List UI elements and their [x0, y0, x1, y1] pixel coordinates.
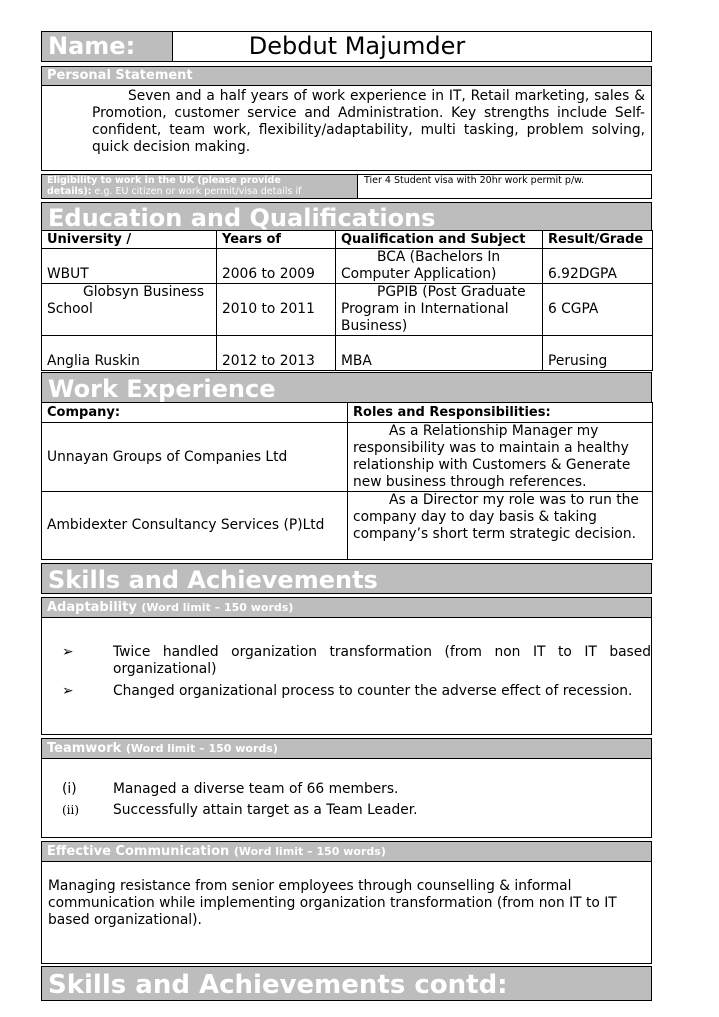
edu-years: 2010 to 2011	[217, 284, 336, 336]
work-table	[41, 402, 653, 560]
list-item	[42, 781, 651, 798]
edu-years: 2006 to 2009	[217, 249, 336, 284]
edu-university: WBUT	[42, 249, 217, 284]
personal-statement-text: Seven and a half years of work experience in IT, Retail marketing, sales & Promotion, customer service and Administration. Key strengths include Self-confident, team work, flexibility/adaptability, multi tasking, problem solving, quick decision making.	[92, 88, 645, 155]
communication-title: Effective Communication	[47, 844, 230, 859]
name-row	[41, 31, 652, 62]
col-qualification: Qualification and Subject	[336, 231, 543, 249]
work-heading: Work Experience	[41, 372, 652, 403]
adaptability-box	[41, 617, 652, 735]
col-roles: Roles and Responsibilities:	[348, 403, 653, 423]
roman-marker: (i)	[62, 781, 77, 797]
edu-university: Globsyn Business School	[42, 284, 217, 336]
list-item	[42, 802, 651, 819]
teamwork-limit: (Word limit – 150 words)	[125, 742, 278, 755]
roman-marker: (ii)	[62, 803, 80, 817]
teamwork-item: Managed a diverse team of 66 members.	[113, 781, 399, 797]
col-university: University /	[42, 231, 217, 249]
teamwork-box	[41, 758, 652, 838]
work-company: Unnayan Groups of Companies Ltd	[42, 423, 348, 492]
edu-university: Anglia Ruskin	[42, 336, 217, 371]
eligibility-value: Tier 4 Student visa with 20hr work permit p/w.	[364, 175, 585, 186]
eligibility-label-line1: Eligibility to work in the UK (please provide	[47, 175, 281, 186]
edu-qualification: BCA (Bachelors In Computer Application)	[336, 249, 543, 284]
arrow-bullet-icon: ➢	[62, 644, 74, 660]
table-header-row	[42, 231, 653, 249]
education-heading: Education and Qualifications	[41, 202, 652, 231]
table-row	[42, 284, 653, 336]
work-role: As a Relationship Manager my responsibility was to maintain a healthy relationship with Customers & Generate new business through references.	[348, 423, 653, 492]
eligibility-label-rest: e.g. EU citizen or work permit/visa details if	[91, 186, 302, 197]
eligibility-label-bold: details):	[47, 186, 92, 197]
name-label: Name:	[42, 32, 173, 61]
arrow-bullet-icon: ➢	[62, 683, 74, 699]
list-item	[42, 644, 651, 678]
skills-contd-heading: Skills and Achievements contd:	[41, 966, 652, 1001]
candidate-name: Debdut Majumder	[248, 32, 466, 60]
work-role: As a Director my role was to run the company day to day basis & taking company’s short term strategic decision.	[348, 492, 653, 560]
table-row	[42, 249, 653, 284]
edu-qualification: MBA	[336, 336, 543, 371]
edu-years: 2012 to 2013	[217, 336, 336, 371]
communication-limit: (Word limit – 150 words)	[233, 845, 386, 858]
adaptability-limit: (Word limit – 150 words)	[141, 601, 294, 614]
communication-text: Managing resistance from senior employees through counselling & informal communication while implementing organization transformation (from non IT to IT based organizational).	[48, 878, 617, 928]
teamwork-title: Teamwork	[47, 741, 122, 756]
col-years: Years of	[217, 231, 336, 249]
table-row	[42, 423, 653, 492]
eligibility-row	[41, 174, 652, 199]
personal-statement-heading: Personal Statement	[41, 66, 652, 86]
communication-heading	[41, 841, 652, 862]
work-company: Ambidexter Consultancy Services (P)Ltd	[42, 492, 348, 560]
personal-statement-box	[41, 85, 652, 171]
edu-qualification: PGPIB (Post Graduate Program in International Business)	[336, 284, 543, 336]
col-result: Result/Grade	[543, 231, 653, 249]
edu-result: 6.92DGPA	[543, 249, 653, 284]
adaptability-title: Adaptability	[47, 600, 137, 615]
col-company: Company:	[42, 403, 348, 423]
communication-box	[41, 861, 652, 964]
adaptability-item: Changed organizational process to counter the adverse effect of recession.	[113, 683, 633, 699]
education-table	[41, 230, 653, 371]
adaptability-heading	[41, 597, 652, 618]
list-item	[42, 683, 651, 700]
skills-heading: Skills and Achievements	[41, 563, 652, 594]
edu-result: 6 CGPA	[543, 284, 653, 336]
teamwork-item: Successfully attain target as a Team Leader.	[113, 802, 418, 818]
table-row	[42, 492, 653, 560]
teamwork-heading	[41, 738, 652, 759]
table-header-row	[42, 403, 653, 423]
edu-result: Perusing	[543, 336, 653, 371]
eligibility-label	[42, 175, 358, 198]
adaptability-item: Twice handled organization transformation (from non IT to IT based organizational)	[113, 644, 651, 677]
table-row	[42, 336, 653, 371]
